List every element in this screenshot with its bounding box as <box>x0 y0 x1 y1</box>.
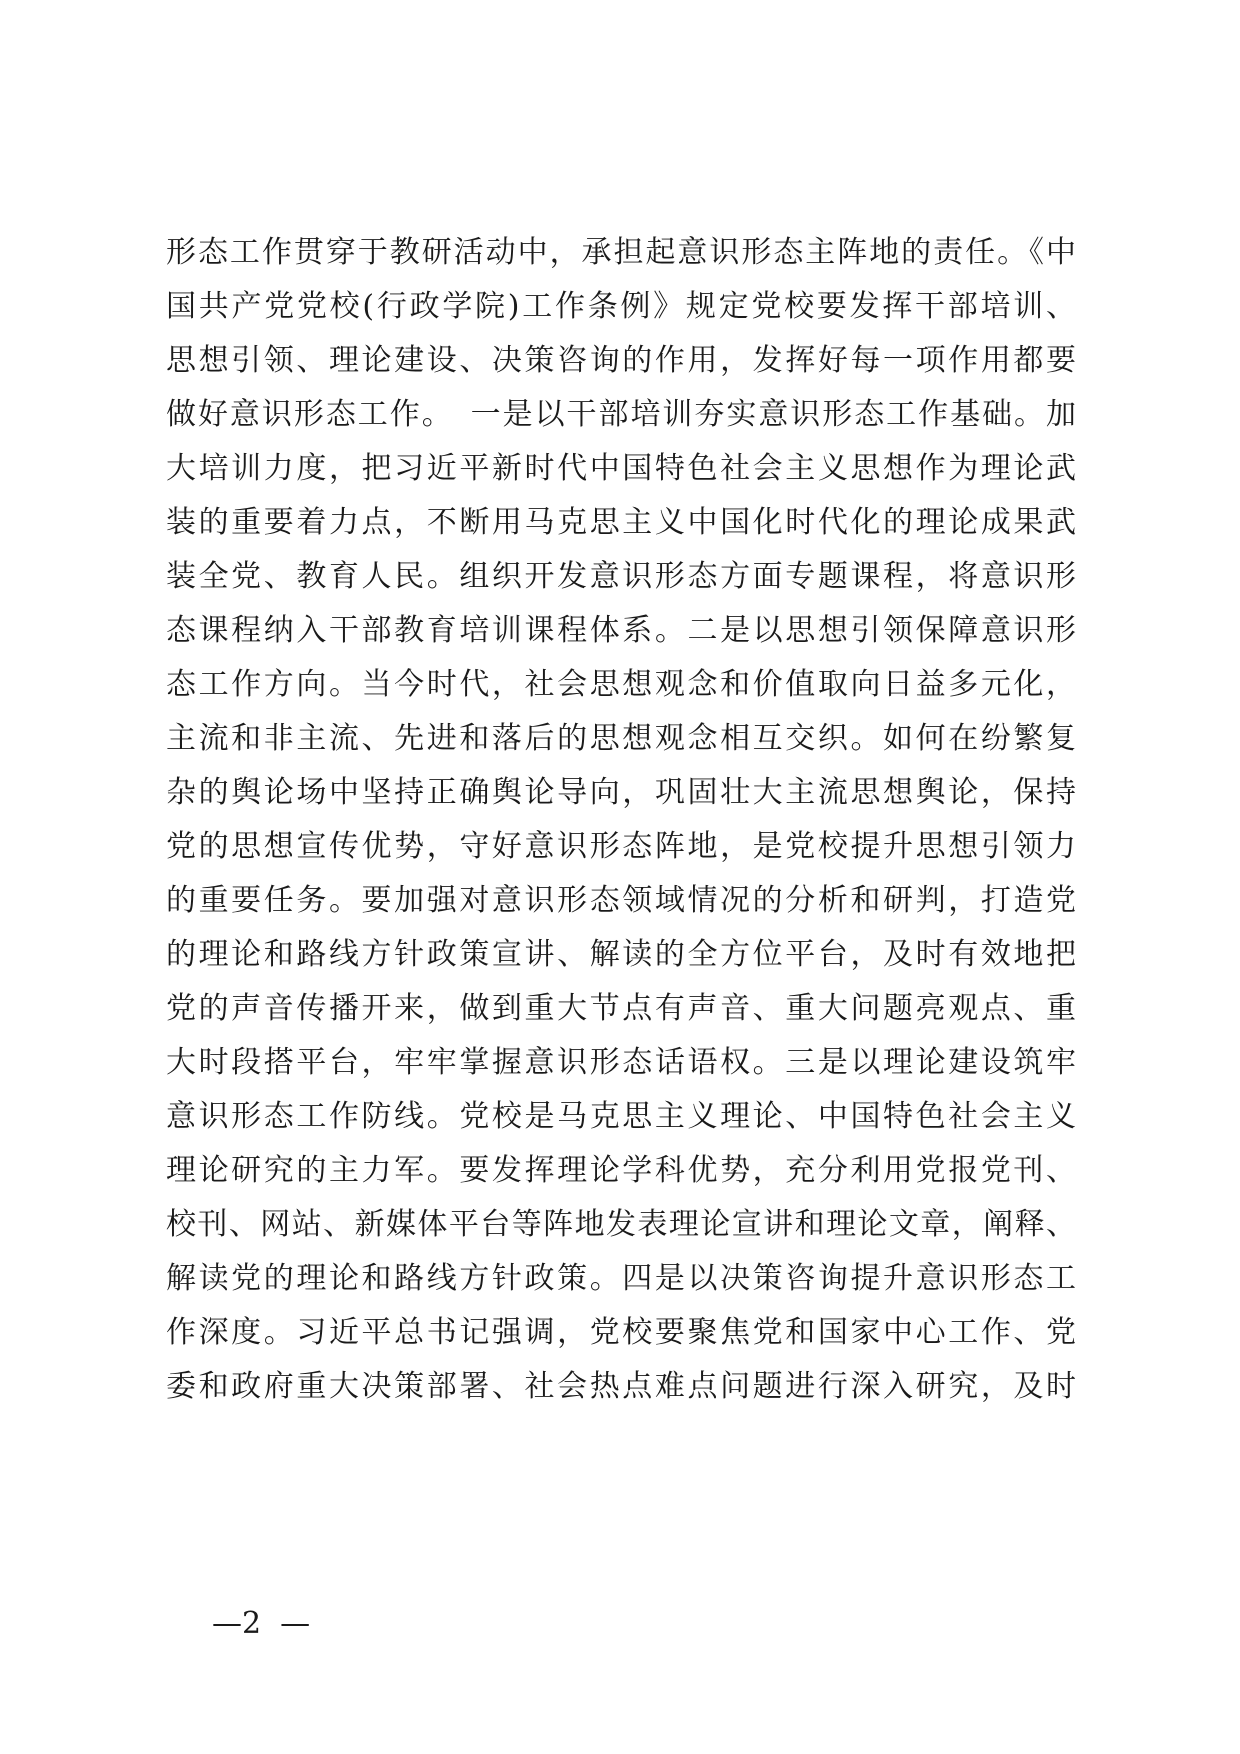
text-line: 态课程纳入干部教育培训课程体系。二是以思想引领保障意识形 <box>166 613 1076 648</box>
page-number: —2 — <box>212 1606 311 1641</box>
text-line: 的重要任务。要加强对意识形态领域情况的分析和研判，打造党 <box>166 883 1076 918</box>
text-line: 校刊、网站、新媒体平台等阵地发表理论宣讲和理论文章，阐释、 <box>166 1207 1076 1242</box>
text-line: 理论研究的主力军。要发挥理论学科优势，充分利用党报党刊、 <box>166 1153 1076 1188</box>
text-line: 做好意识形态工作。 一是以干部培训夯实意识形态工作基础。加 <box>166 397 1076 432</box>
text-line: 思想引领、理论建设、决策咨询的作用，发挥好每一项作用都要 <box>166 343 1076 378</box>
text-line: 大时段搭平台，牢牢掌握意识形态话语权。三是以理论建设筑牢 <box>166 1045 1076 1080</box>
text-line: 的理论和路线方针政策宣讲、解读的全方位平台，及时有效地把 <box>166 937 1076 972</box>
text-line: 意识形态工作防线。党校是马克思主义理论、中国特色社会主义 <box>166 1099 1076 1134</box>
text-line: 杂的舆论场中坚持正确舆论导向，巩固壮大主流思想舆论，保持 <box>166 775 1076 810</box>
text-line: 装全党、教育人民。组织开发意识形态方面专题课程，将意识形 <box>166 559 1076 594</box>
text-line: 大培训力度，把习近平新时代中国特色社会主义思想作为理论武 <box>166 451 1076 486</box>
text-line: 作深度。习近平总书记强调，党校要聚焦党和国家中心工作、党 <box>166 1315 1076 1350</box>
text-line: 主流和非主流、先进和落后的思想观念相互交织。如何在纷繁复 <box>166 721 1076 756</box>
text-line: 委和政府重大决策部署、社会热点难点问题进行深入研究，及时 <box>166 1369 1076 1404</box>
text-line: 国共产党党校(行政学院)工作条例》规定党校要发挥干部培训、 <box>166 289 1076 324</box>
text-line: 党的思想宣传优势，守好意识形态阵地，是党校提升思想引领力 <box>166 829 1076 864</box>
text-line: 态工作方向。当今时代，社会思想观念和价值取向日益多元化， <box>166 667 1076 702</box>
text-line: 党的声音传播开来，做到重大节点有声音、重大问题亮观点、重 <box>166 991 1076 1026</box>
text-line: 解读党的理论和路线方针政策。四是以决策咨询提升意识形态工 <box>166 1261 1076 1296</box>
text-line: 装的重要着力点，不断用马克思主义中国化时代化的理论成果武 <box>166 505 1076 540</box>
body-paragraph <box>166 226 1076 1414</box>
text-line: 形态工作贯穿于教研活动中，承担起意识形态主阵地的责任。《中 <box>166 235 1076 270</box>
